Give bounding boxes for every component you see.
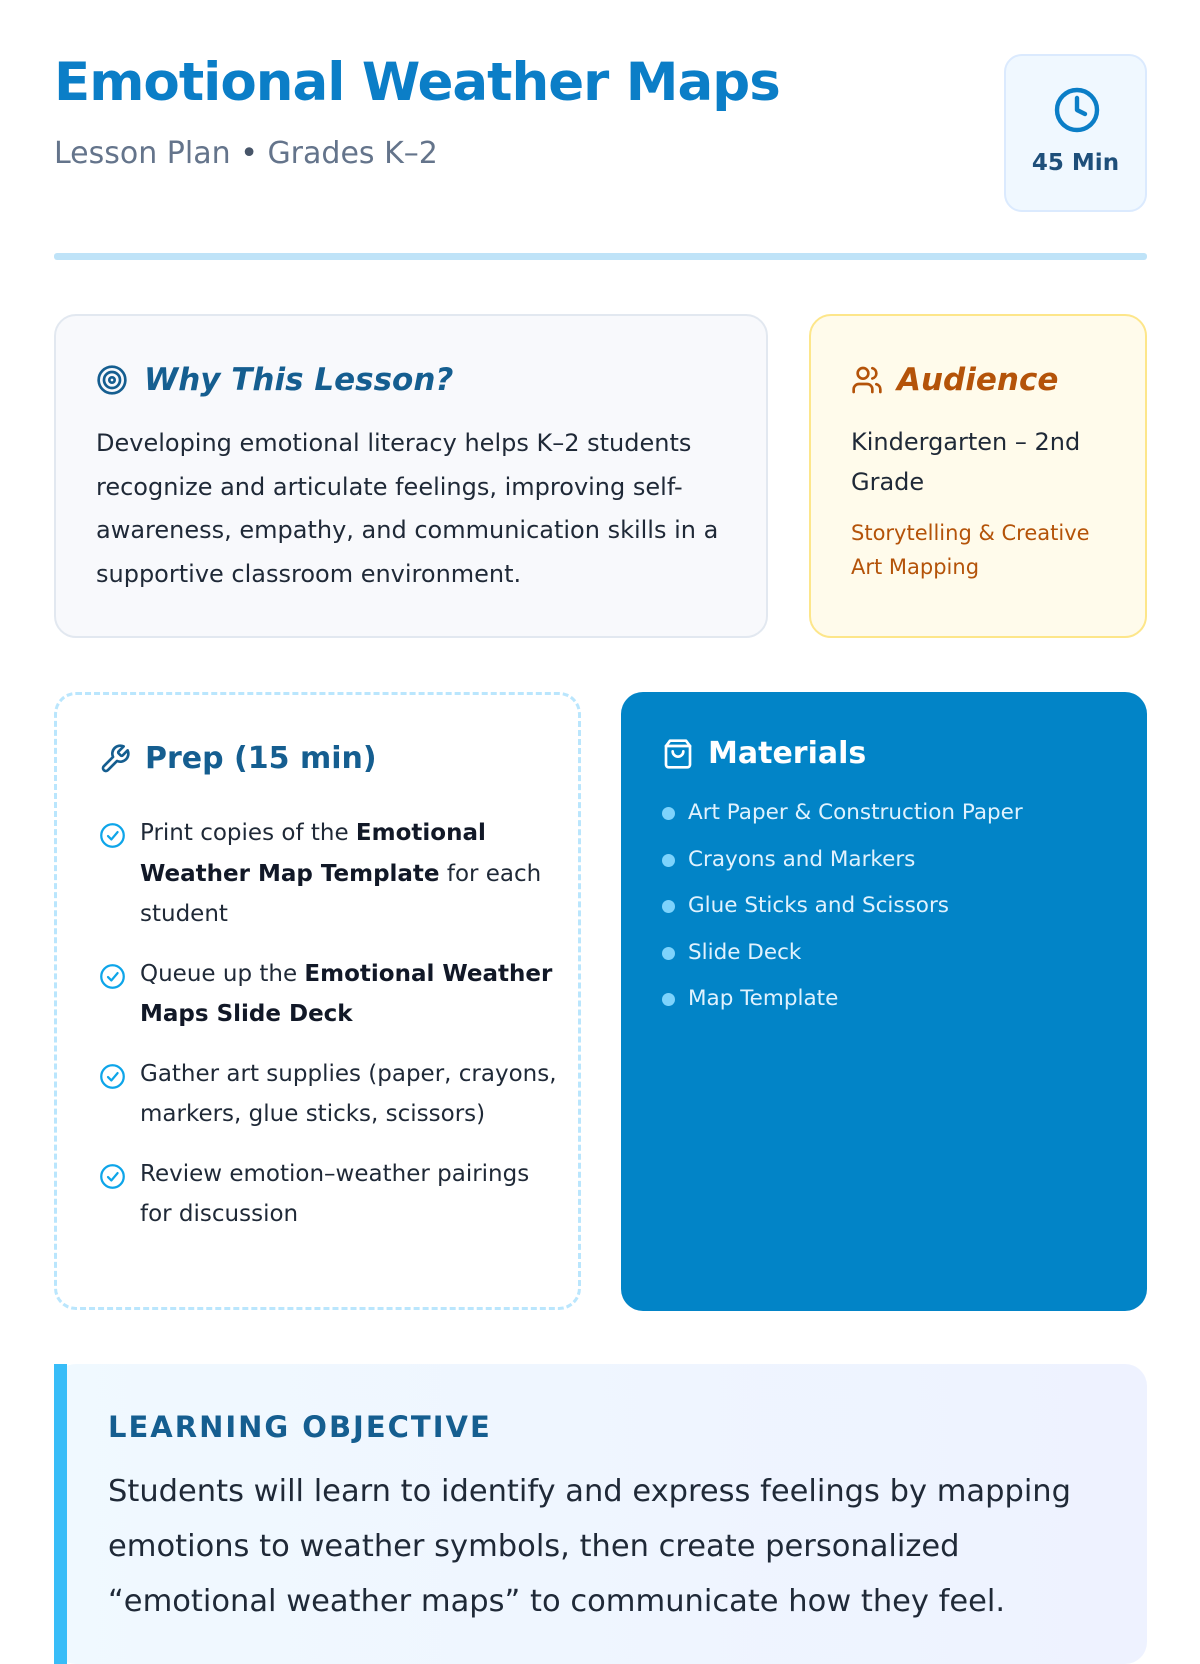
prep-item-text: Gather art supplies (paper, crayons, markers, glue sticks, scissors) — [140, 1060, 557, 1127]
material-item: Glue Sticks and Scissors — [662, 893, 1023, 919]
learning-objective-card — [54, 1364, 1147, 1664]
prep-item-text: Print copies of the — [140, 820, 356, 846]
materials-list — [662, 800, 1023, 1033]
prep-heading-row — [99, 741, 377, 776]
objective-label: LEARNING OBJECTIVE — [108, 1410, 492, 1444]
page-subtitle — [54, 136, 438, 171]
material-item: Art Paper & Construction Paper — [662, 800, 1023, 826]
prep-item-text: Queue up the — [140, 960, 305, 987]
material-item: Map Template — [662, 986, 1023, 1012]
why-heading: Why This Lesson? — [144, 362, 454, 398]
prep-heading: Prep (15 min) — [145, 741, 377, 776]
audience-heading-row — [851, 362, 1058, 398]
target-icon — [96, 364, 128, 396]
prep-item-emphasis: Emotional Weather Maps Slide Deck — [140, 960, 553, 1027]
prep-card — [54, 692, 581, 1310]
wrench-icon — [99, 743, 131, 775]
why-heading-row — [96, 362, 453, 398]
prep-item-emphasis: Emotional Weather Map Template — [140, 820, 486, 887]
shopping-bag-icon — [662, 738, 694, 770]
clock-icon — [1053, 86, 1101, 134]
audience-grades: Kindergarten – 2nd Grade — [851, 428, 1081, 496]
prep-item — [99, 954, 559, 1035]
prep-item-text-end: for each student — [140, 860, 542, 927]
subtitle-separator: • — [240, 136, 258, 171]
why-lesson-card — [54, 314, 768, 638]
materials-heading-row — [662, 736, 866, 771]
prep-item — [99, 813, 559, 935]
audience-card — [809, 314, 1147, 638]
objective-text: Students will learn to identify and express feelings by mapping emotions to weather symbols, then create personalized “emotional weather maps” to communicate how they feel. — [108, 1474, 1071, 1619]
check-circle-icon — [99, 963, 126, 990]
duration-label: 45 Min — [1031, 150, 1120, 176]
subtitle-grades: Grades K–2 — [267, 136, 438, 171]
why-body: Developing emotional literacy helps K–2 students recognize and articulate feelings, improving self-awareness, empathy, and communication skills in a supportive classroom environment. — [96, 429, 719, 588]
materials-card — [621, 692, 1147, 1311]
subtitle-kind: Lesson Plan — [54, 136, 231, 171]
audience-focus: Storytelling & Creative Art Mapping — [851, 521, 1090, 579]
prep-item — [99, 1054, 559, 1135]
objective-accent-bar — [54, 1364, 67, 1664]
users-icon — [851, 364, 883, 396]
header-divider — [54, 253, 1147, 260]
page-title: Emotional Weather Maps — [54, 52, 780, 113]
material-item: Slide Deck — [662, 940, 1023, 966]
material-item: Crayons and Markers — [662, 847, 1023, 873]
check-circle-icon — [99, 822, 126, 849]
materials-heading: Materials — [708, 736, 867, 771]
lesson-header — [54, 50, 1147, 260]
check-circle-icon — [99, 1063, 126, 1090]
prep-list — [99, 813, 559, 1254]
prep-item-text: Review emotion–weather pairings for discussion — [140, 1160, 530, 1227]
check-circle-icon — [99, 1163, 126, 1190]
duration-badge — [1004, 54, 1147, 212]
audience-heading: Audience — [897, 362, 1059, 398]
prep-item — [99, 1154, 559, 1235]
